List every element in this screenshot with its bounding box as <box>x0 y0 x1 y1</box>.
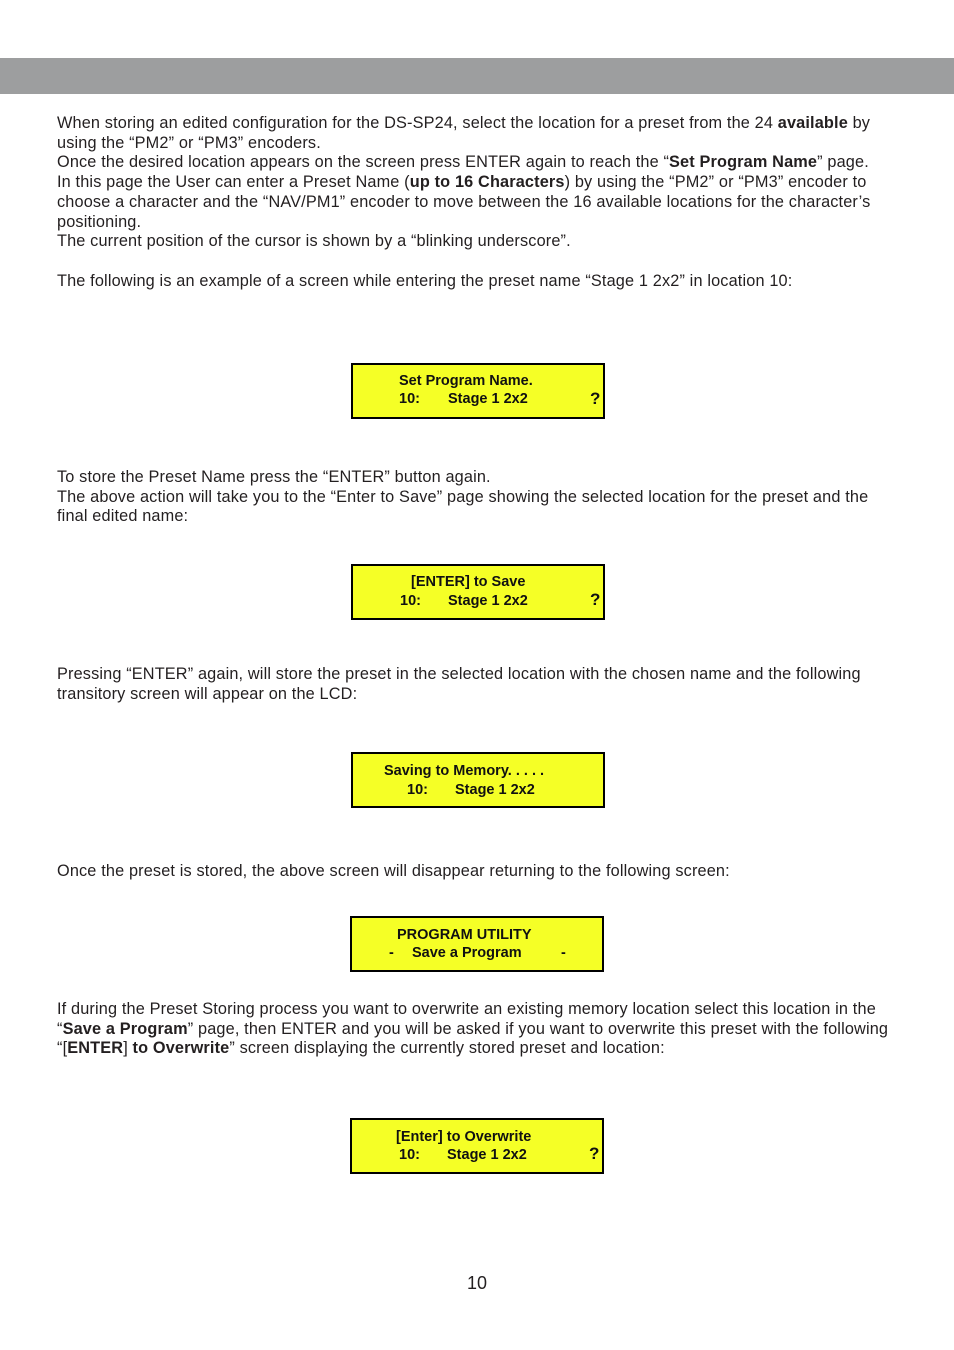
lcd-cursor: ? <box>590 590 601 609</box>
store-p2-text: The above action will take you to the “Enter to Save” page showing the selected location for the preset and the final edited name: <box>57 487 869 526</box>
intro-text <box>57 114 902 291</box>
overwrite-text-e: ] <box>123 1039 133 1058</box>
intro-p5-text: The following is an example of a screen while entering the preset name “Stage 1 2x2” in location 10: <box>57 271 793 290</box>
lcd-location: 10: <box>399 391 420 407</box>
lcd-line1: Set Program Name. <box>399 373 533 389</box>
intro-p2-text-end: ” page. <box>817 153 869 172</box>
overwrite-text-c: ” page, then ENTER and you will be asked if you want to overwrite this preset with the following “[ <box>57 1019 889 1058</box>
lcd-preset-name: Stage 1 2x2 <box>455 782 535 798</box>
overwrite-bold-d: ENTER <box>67 1039 124 1058</box>
lcd-preset-name: Stage 1 2x2 <box>447 1147 527 1163</box>
overwrite-bold-b: Save a Program <box>62 1019 188 1038</box>
overwrite-bold-f: to Overwrite <box>132 1039 230 1058</box>
lcd-line1: Saving to Memory. . . . . <box>384 763 545 779</box>
page-number: 10 <box>466 1273 488 1293</box>
intro-p3-text-end: ) by using the “PM2” or “PM3” encoder to choose a character and the “NAV/PM1” encoder to move between the 16 available locations for the character’s positioning. <box>57 173 871 231</box>
intro-p1-bold: available <box>777 114 848 132</box>
header-bar <box>0 58 954 94</box>
intro-p3-text: In this page the User can enter a Preset Name ( <box>57 173 410 192</box>
intro-p1-text: When storing an edited configuration for the DS-SP24, select the location for a preset from the 24 <box>57 114 778 132</box>
overwrite-text-g: ” screen displaying the currently stored preset and location: <box>229 1039 665 1058</box>
overwrite-text <box>57 1000 902 1059</box>
lcd-dash-left: - <box>389 945 394 961</box>
intro-p1-text-end: by using the “PM2” or “PM3” encoders. <box>57 114 871 152</box>
lcd-location: 10: <box>400 593 421 609</box>
stored-text <box>57 862 902 882</box>
lcd-line1: [Enter] to Overwrite <box>396 1129 532 1145</box>
intro-p4-text: The current position of the cursor is shown by a “blinking underscore”. <box>57 232 571 251</box>
intro-p3-bold: up to 16 Characters <box>409 173 565 192</box>
lcd-line1: [ENTER] to Save <box>411 574 526 590</box>
lcd-enter-to-save <box>351 564 605 620</box>
intro-p2-bold: Set Program Name <box>669 153 818 172</box>
lcd-preset-name: Stage 1 2x2 <box>448 593 528 609</box>
lcd-line1: PROGRAM UTILITY <box>397 927 532 943</box>
lcd-menu-item: Save a Program <box>412 945 522 961</box>
stored-p1-text: Once the preset is stored, the above screen will disappear returning to the following screen: <box>57 862 730 880</box>
lcd-location: 10: <box>399 1147 420 1163</box>
lcd-set-program-name <box>351 363 605 419</box>
lcd-preset-name: Stage 1 2x2 <box>448 391 528 407</box>
lcd-saving-to-memory <box>351 752 605 808</box>
lcd-cursor: ? <box>589 1144 600 1163</box>
lcd-program-utility <box>350 916 604 972</box>
intro-p2-text: Once the desired location appears on the screen press ENTER again to reach the “ <box>57 153 670 172</box>
lcd-dash-right: - <box>561 945 566 961</box>
pressing-text <box>57 665 902 704</box>
overwrite-text-a: If during the Preset Storing process you want to overwrite an existing memory location select this location in the “ <box>57 1000 876 1038</box>
lcd-cursor: ? <box>590 389 601 408</box>
lcd-location: 10: <box>407 782 428 798</box>
lcd-enter-to-overwrite <box>350 1118 604 1174</box>
store-p1-text: To store the Preset Name press the “ENTER” button again. <box>57 468 491 486</box>
pressing-p1-text: Pressing “ENTER” again, will store the preset in the selected location with the chosen name and the following transitory screen will appear on the LCD: <box>57 665 861 703</box>
store-text <box>57 468 902 527</box>
